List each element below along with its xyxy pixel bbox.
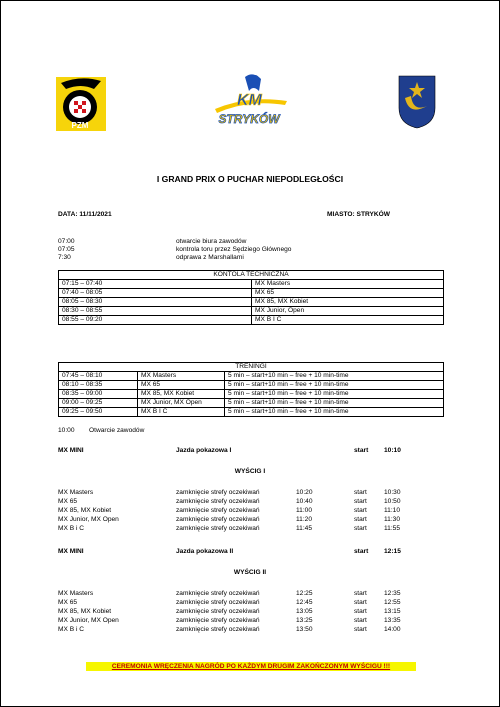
race-class: MX 85, MX Kobiet [58, 608, 112, 615]
intro-time-2: 07:05 [58, 246, 75, 253]
race-class: MX Junior, MX Open [58, 516, 119, 523]
training-class-cell: MX 85, MX Kobiet [138, 390, 225, 399]
race-2-row [1, 616, 500, 625]
tech-inspection-table [58, 270, 444, 325]
training-desc-cell: 5 min – start+10 min – free + 10 min-time [225, 381, 444, 390]
race-start-label: start [354, 525, 367, 532]
km-logo-text: KM [237, 92, 262, 109]
race-zone: zamknięcie strefy oczekiwań [176, 590, 260, 597]
race-start-time: 11:55 [384, 525, 401, 532]
opening-text: Otwarcie zawodów [89, 427, 145, 434]
race-1-row [1, 506, 500, 515]
race-2-row [1, 625, 500, 634]
race-2-row [1, 598, 500, 607]
tech-table-header: KONTOLA TECHNICZNA [59, 271, 444, 280]
city-label: MIASTO: STRYKÓW [327, 211, 391, 218]
race-start-time: 11:30 [384, 516, 401, 523]
training-time-cell: 09:00 – 09:25 [59, 399, 138, 408]
race-zone: zamknięcie strefy oczekiwań [176, 617, 260, 624]
training-time-cell: 09:25 – 09:50 [59, 408, 138, 417]
table-row [59, 399, 444, 408]
intro-text-2: kontrola toru przez Sędziego Głównego [176, 246, 292, 253]
race-start-time: 14:00 [384, 626, 401, 633]
pzm-logo [56, 73, 108, 133]
show-1-row [1, 446, 500, 455]
race-1-row [1, 515, 500, 524]
race-class: MX Junior, MX Open [58, 617, 119, 624]
intro-time-1: 07:00 [58, 238, 75, 245]
tech-class-cell: MX Junior, Open [252, 307, 444, 316]
show-2-name: Jazda pokazowa II [176, 548, 234, 555]
race-start-label: start [354, 489, 367, 496]
training-time-cell: 08:35 – 09:00 [59, 390, 138, 399]
race-zone: zamknięcie strefy oczekiwań [176, 489, 260, 496]
show-2-class: MX MINI [58, 548, 84, 555]
training-desc-cell: 5 min – start+10 min – free + 10 min-time [225, 399, 444, 408]
training-class-cell: MX Masters [138, 372, 225, 381]
tech-time-cell: 08:55 – 09:20 [59, 316, 252, 325]
race-start-label: start [354, 617, 367, 624]
race-start-label: start [354, 590, 367, 597]
training-desc-cell: 5 min – start+10 min – free + 10 min-time [225, 372, 444, 381]
training-class-cell: MX B I C [138, 408, 225, 417]
training-desc-cell: 5 min – start+10 min – free + 10 min-time [225, 408, 444, 417]
race-start-time: 13:15 [384, 608, 401, 615]
show-2-start: start [354, 548, 369, 555]
table-row [59, 408, 444, 417]
race-zone: zamknięcie strefy oczekiwań [176, 626, 260, 633]
trainings-table [58, 362, 444, 417]
show-1-name: Jazda pokazowa I [176, 447, 232, 454]
race-zone: zamknięcie strefy oczekiwań [176, 498, 260, 505]
race-start-label: start [354, 516, 367, 523]
race-close-time: 13:50 [296, 626, 313, 633]
race-start-time: 11:10 [384, 507, 401, 514]
race-1-row [1, 497, 500, 506]
table-row [59, 289, 444, 298]
tech-class-cell: MX B I C [252, 316, 444, 325]
race-zone: zamknięcie strefy oczekiwań [176, 507, 260, 514]
race-close-time: 13:25 [296, 617, 313, 624]
table-row [59, 280, 444, 289]
race-close-time: 11:00 [296, 507, 313, 514]
show-1-start: start [354, 447, 369, 454]
race-class: MX 85, MX Kobiet [58, 507, 112, 514]
table-row [59, 298, 444, 307]
intro-time-3: 7:30 [58, 254, 71, 261]
trainings-table-header: TRENINGI [59, 363, 444, 372]
race-close-time: 12:45 [296, 599, 313, 606]
table-row [59, 271, 444, 280]
tech-time-cell: 08:30 – 08:55 [59, 307, 252, 316]
race-start-label: start [354, 498, 367, 505]
race-start-time: 12:35 [384, 590, 401, 597]
race-start-time: 10:50 [384, 498, 401, 505]
race-class: MX B i C [58, 525, 85, 532]
race-close-time: 10:20 [296, 489, 313, 496]
opening-time: 10:00 [58, 427, 75, 434]
race-class: MX 65 [58, 498, 78, 505]
race-zone: zamknięcie strefy oczekiwań [176, 516, 260, 523]
race-class: MX 65 [58, 599, 78, 606]
race-2-title: WYŚCIG II [233, 569, 267, 576]
tech-class-cell: MX 65 [252, 289, 444, 298]
strykow-logo-text: STRYKÓW [218, 112, 280, 126]
race-zone: zamknięcie strefy oczekiwań [176, 608, 260, 615]
race-start-label: start [354, 608, 367, 615]
date-label: DATA: 11/11/2021 [58, 211, 112, 218]
intro-text-3: odprawa z Marshallami [176, 254, 244, 261]
race-class: MX B i C [58, 626, 85, 633]
pzm-logo-text: PZM [71, 121, 89, 130]
race-1-title: WYŚCIG I [234, 468, 266, 475]
race-close-time: 13:05 [296, 608, 313, 615]
tech-class-cell: MX Masters [252, 280, 444, 289]
race-1-row [1, 524, 500, 533]
table-row [59, 316, 444, 325]
city-crest-logo [397, 74, 437, 130]
race-zone: zamknięcie strefy oczekiwań [176, 599, 260, 606]
race-1-row [1, 488, 500, 497]
race-close-time: 12:25 [296, 590, 313, 597]
race-start-label: start [354, 507, 367, 514]
race-start-time: 13:35 [384, 617, 401, 624]
race-close-time: 10:40 [296, 498, 313, 505]
training-class-cell: MX 65 [138, 381, 225, 390]
table-row [59, 372, 444, 381]
race-class: MX Masters [58, 590, 94, 597]
table-row [59, 390, 444, 399]
race-class: MX Masters [58, 489, 94, 496]
training-desc-cell: 5 min – start+10 min – free + 10 min-time [225, 390, 444, 399]
training-time-cell: 07:45 – 08:10 [59, 372, 138, 381]
race-start-label: start [354, 599, 367, 606]
race-start-time: 12:55 [384, 599, 401, 606]
tech-class-cell: MX 85, MX Kobiet [252, 298, 444, 307]
table-row [59, 307, 444, 316]
training-class-cell: MX Junior, MX Open [138, 399, 225, 408]
page-title: I GRAND PRIX O PUCHAR NIEPODLEGŁOŚCI [156, 174, 344, 184]
race-close-time: 11:45 [296, 525, 313, 532]
training-time-cell: 08:10 – 08:35 [59, 381, 138, 390]
race-start-time: 10:30 [384, 489, 401, 496]
race-2-row [1, 607, 500, 616]
show-2-time: 12:15 [384, 548, 401, 555]
show-2-row [1, 547, 500, 556]
tech-time-cell: 08:05 – 08:30 [59, 298, 252, 307]
tech-time-cell: 07:40 – 08:05 [59, 289, 252, 298]
race-start-label: start [354, 626, 367, 633]
race-close-time: 11:20 [296, 516, 313, 523]
ceremony-note: CEREMONIA WRĘCZENIA NAGRÓD PO KAŻDYM DRUGIM ZAKOŃCZONYM WYŚCIGU !!! [86, 662, 416, 671]
show-1-time: 10:10 [384, 447, 401, 454]
race-2-row [1, 589, 500, 598]
tech-time-cell: 07:15 – 07:40 [59, 280, 252, 289]
km-strykow-logo [209, 71, 291, 131]
show-1-class: MX MINI [58, 447, 84, 454]
intro-text-1: otwarcie biura zawodów [176, 238, 247, 245]
table-row [59, 363, 444, 372]
table-row [59, 381, 444, 390]
race-zone: zamknięcie strefy oczekiwań [176, 525, 260, 532]
